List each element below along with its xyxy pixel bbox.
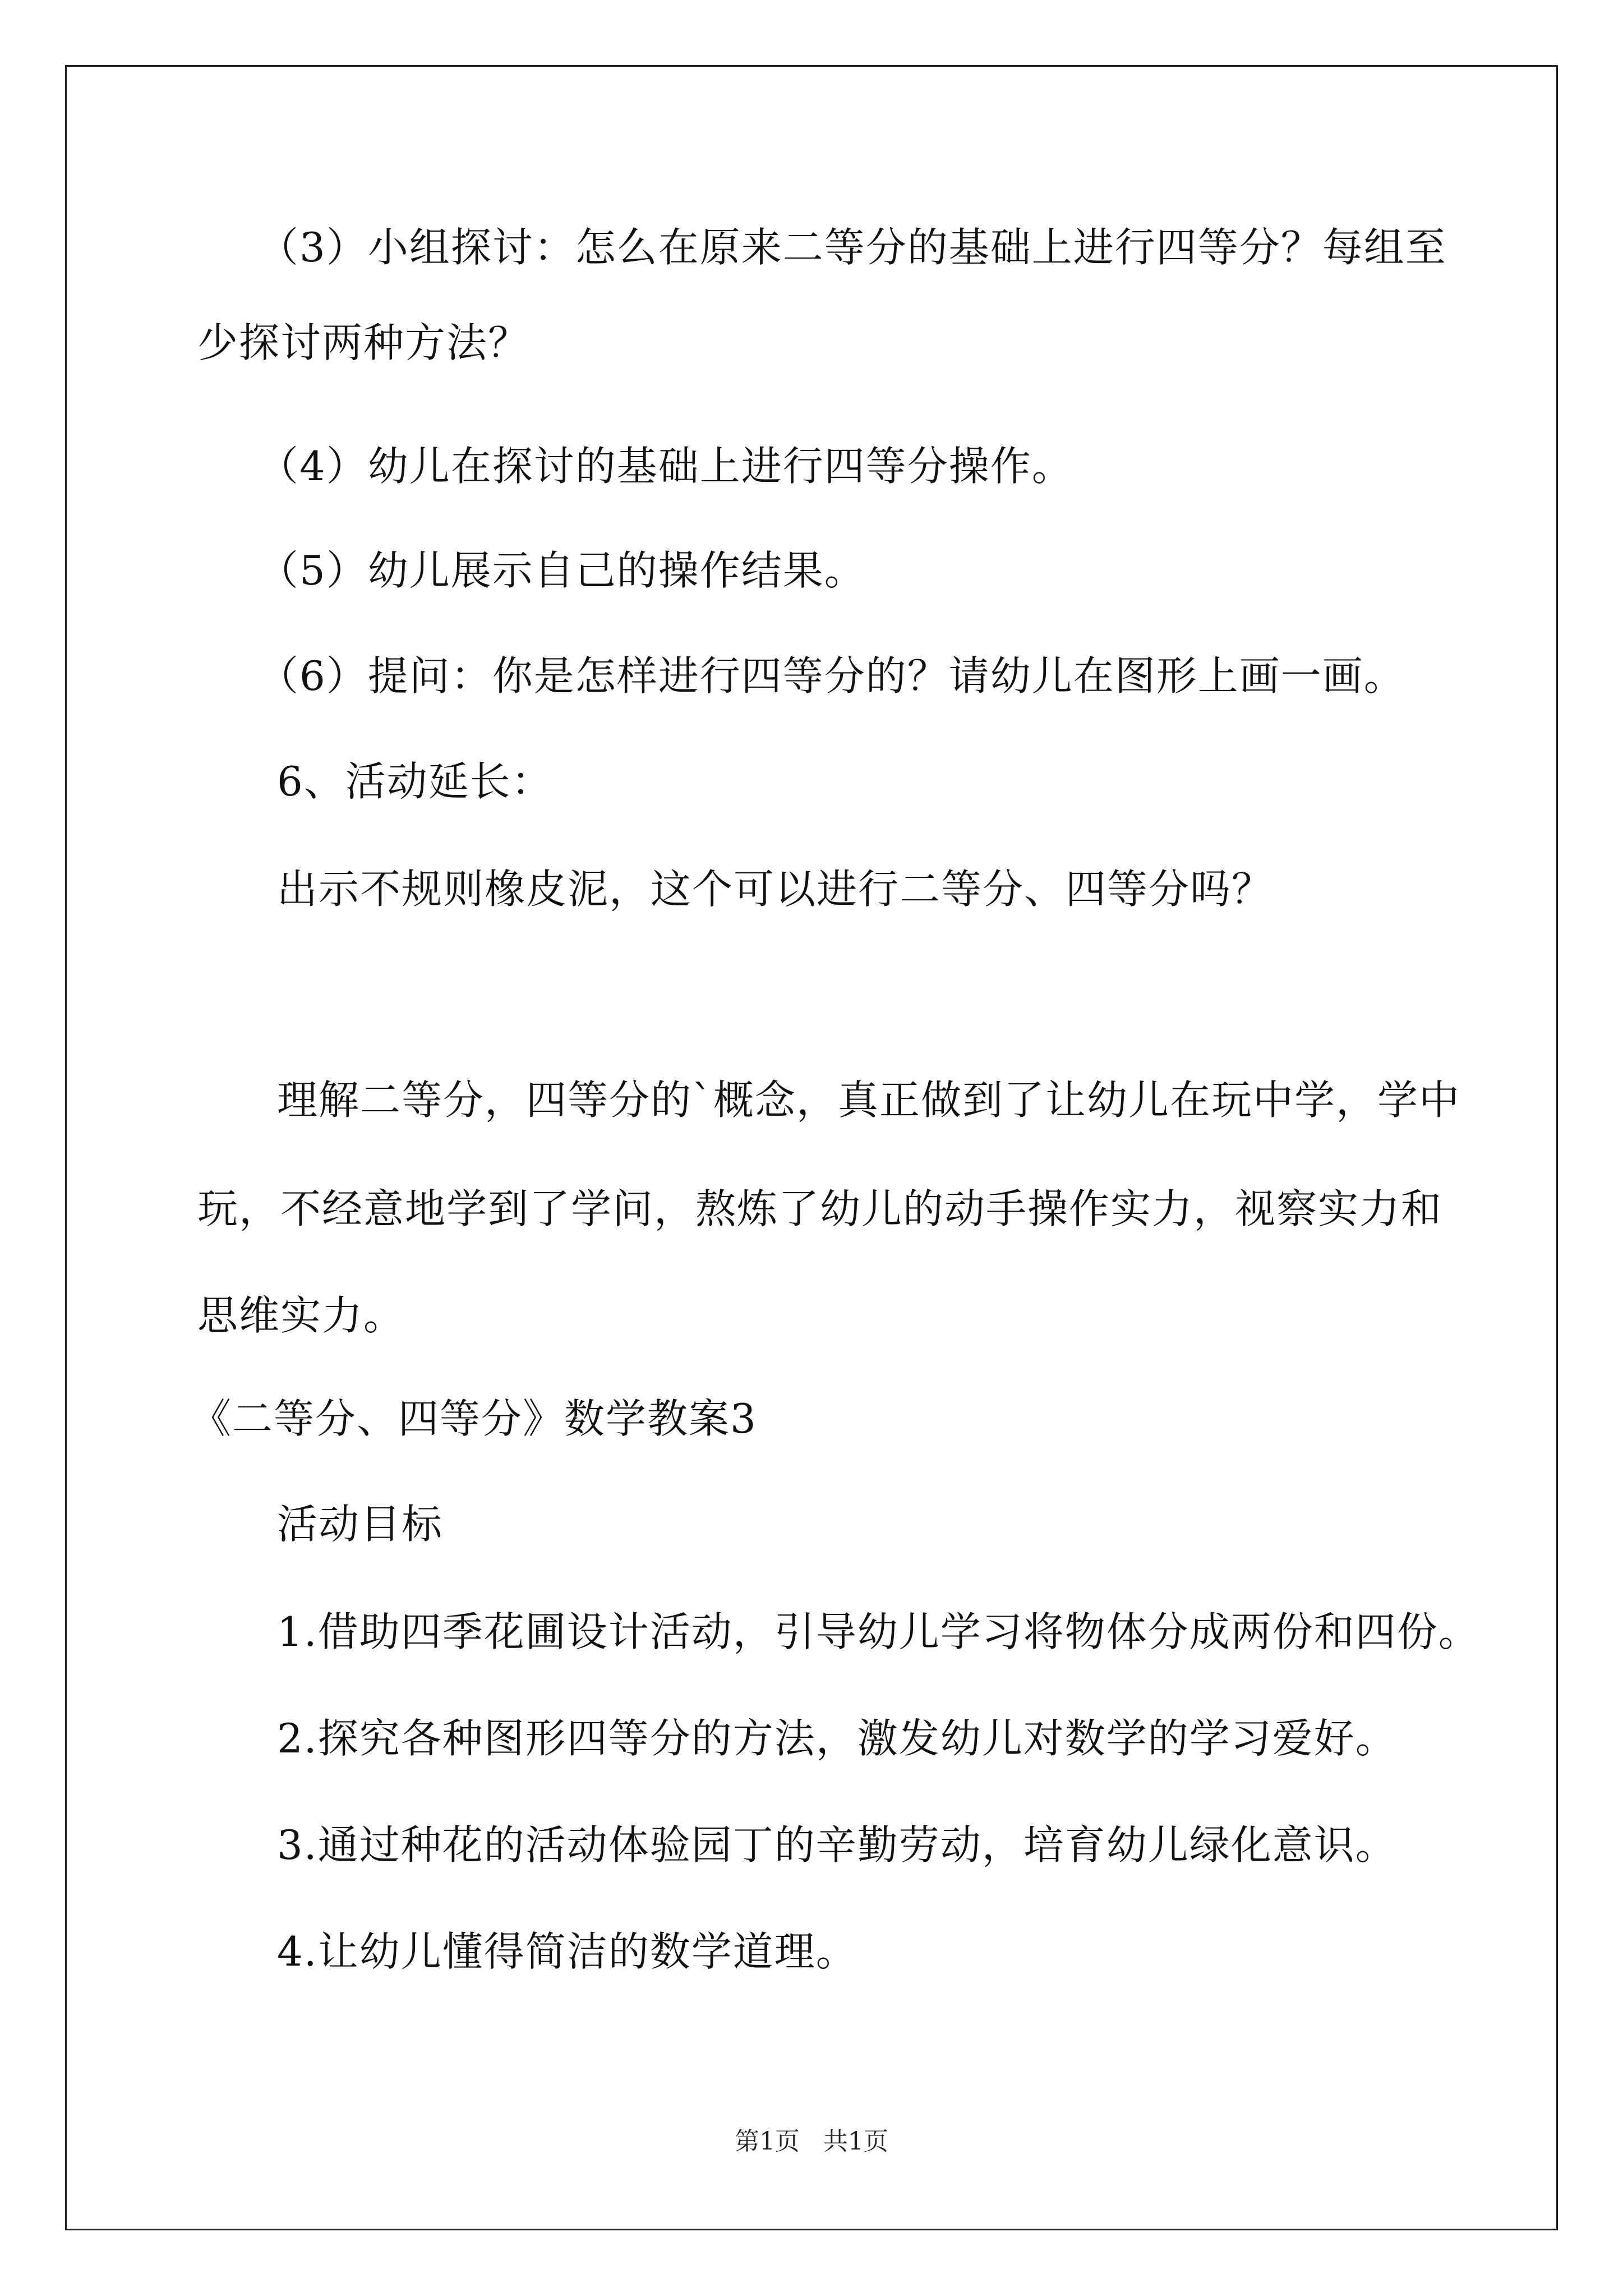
section-heading-activity-extension: 6、活动延长： [277, 758, 553, 805]
goal-item-3: 3.通过种花的活动体验园丁的辛勤劳动，培育幼儿绿化意识。 [277, 1821, 1397, 1869]
page-footer: 第1页 共1页 [735, 2127, 888, 2156]
paragraph-line-9: 玩，不经意地学到了学问，熬炼了幼儿的动手操作实力，视察实力和 [197, 1185, 1443, 1232]
goal-item-4: 4.让幼儿懂得简洁的数学道理。 [277, 1928, 857, 1975]
goal-item-1: 1.借助四季花圃设计活动，引导幼儿学习将物体分成两份和四份。 [277, 1608, 1480, 1655]
paragraph-line-3: （4）幼儿在探讨的基础上进行四等分操作。 [258, 443, 1073, 490]
paragraph-line-2: 少探讨两种方法？ [197, 319, 530, 366]
document-title: 《二等分、四等分》数学教案3 [191, 1395, 757, 1442]
section-heading-activity-goals: 活动目标 [277, 1501, 444, 1548]
paragraph-line-5: （6）提问：你是怎样进行四等分的？请幼儿在图形上画一画。 [258, 652, 1405, 700]
paragraph-line-1: （3）小组探讨：怎么在原来二等分的基础上进行四等分？每组至 [258, 224, 1447, 271]
page-border [65, 65, 1558, 2230]
paragraph-line-7: 出示不规则橡皮泥，这个可以进行二等分、四等分吗？ [277, 866, 1274, 913]
paragraph-line-10: 思维实力。 [197, 1292, 405, 1339]
paragraph-line-4: （5）幼儿展示自己的操作结果。 [258, 547, 866, 594]
goal-item-2: 2.探究各种图形四等分的方法，激发幼儿对数学的学习爱好。 [277, 1715, 1397, 1762]
paragraph-line-8: 理解二等分，四等分的`概念，真正做到了让幼儿在玩中学，学中 [277, 1076, 1461, 1124]
